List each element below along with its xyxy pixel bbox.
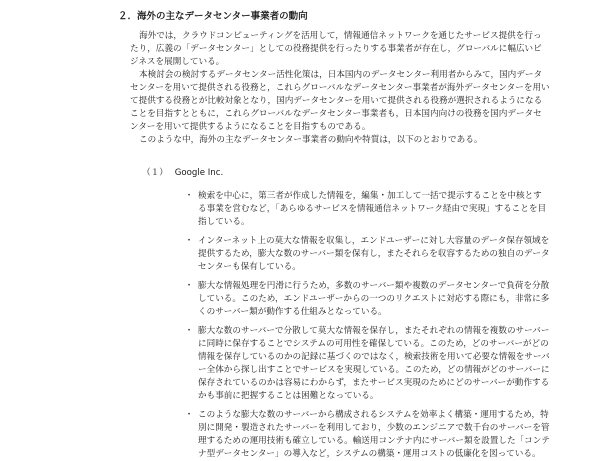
bullet-text: 検索を中心に，第三者が作成した情報を，編集・加工して一括で提示することを中核とする事業を営むなど，「あらゆるサービスを情報通信ネットワーク経由で実現」することを目指している。 bbox=[198, 191, 547, 227]
section-heading: ２．海外の主なデータセンター事業者の動向 bbox=[118, 11, 308, 22]
bullet-mark: ・ bbox=[184, 326, 194, 336]
bullet-mark: ・ bbox=[184, 236, 194, 246]
bullet-item-3 bbox=[184, 280, 550, 319]
paragraph-transition: このような中，海外の主なデータセンター事業者の動向や特質は，以下のとおりである。 bbox=[139, 135, 483, 145]
bullet-item-1 bbox=[184, 190, 550, 229]
subsection-title: Google Inc. bbox=[174, 168, 224, 178]
bullet-item-4 bbox=[184, 325, 550, 403]
paragraph-policy: 本検討会の検討するデータセンター活性化策は，日本国内のデータセンター利用者からみて，国内データセンターを用いて提供される役務と，これらグローバルなデータセンター事業者が海外データセンターを用いて提供する役務とが比較対象となり，国内データセンターを用いて提供される役務が選択されるようになることを目指すとともに，これらグローバルなデータセンター事業者も，日本国内向けの役務を国内データセンターを用いて提供するようになることを目指すものである。 bbox=[130, 70, 550, 132]
bullet-text: このような膨大な数のサーバーから構成されるシステムを効率よく構築・運用するため，特別に開発・製造されたサーバーを利用しており，少数のエンジニアで数千台のサーバーを管理するための運用技術も確立している。輸送用コンテナ内にサーバー類を設置した「コンテナ型データセンター」の導入など，システムの構築・運用コストの低廉化を図っている。 bbox=[198, 410, 550, 459]
subsection-heading bbox=[142, 167, 550, 180]
bullet-mark: ・ bbox=[184, 410, 194, 420]
paragraph-intro: 海外では，クラウドコンピューティングを活用して，情報通信ネットワークを通じたサービス提供を行ったり，広義の「データセンター」としての役務提供を行ったりする事業者が存在し，グローバルに幅広いビジネスを展開している。 bbox=[130, 31, 542, 67]
bullet-item-5 bbox=[184, 409, 550, 461]
bullet-text: 膨大な情報処理を円滑に行うため，多数のサーバー類や複数のデータセンターで負荷を分散している。このため，エンドユーザーからの一つのリクエストに対応する際にも，非常に多くのサーバー類が動作する仕組みとなっている。 bbox=[198, 281, 550, 317]
bullet-list bbox=[130, 190, 550, 461]
subsection-number: （１） bbox=[142, 168, 168, 178]
bullet-mark: ・ bbox=[184, 281, 194, 291]
bullet-item-2 bbox=[184, 235, 550, 274]
bullet-text: インターネット上の莫大な情報を収集し，エンドユーザーに対し大容量のデータ保存領域を提供するため，膨大な数のサーバー類を保有し，またそれらを収容するための独自のデータセンターも保有している。 bbox=[198, 236, 550, 272]
bullet-text: 膨大な数のサーバーで分散して莫大な情報を保存し，またそれぞれの情報を複数のサーバーに同時に保存することでシステムの可用性を確保している。このため，どのサーバーがどの情報を保存しているのかの記録に基づくのではなく，検索技術を用いて必要な情報をサーバー全体から探し出すことでサービスを実現している。このため，どの情報がどのサーバーに保存されているのかは容易にわからず，またサービス実現のためにどのサーバーが動作するかも事前に把握することは困難となっている。 bbox=[198, 326, 550, 401]
bullet-mark: ・ bbox=[184, 191, 194, 201]
